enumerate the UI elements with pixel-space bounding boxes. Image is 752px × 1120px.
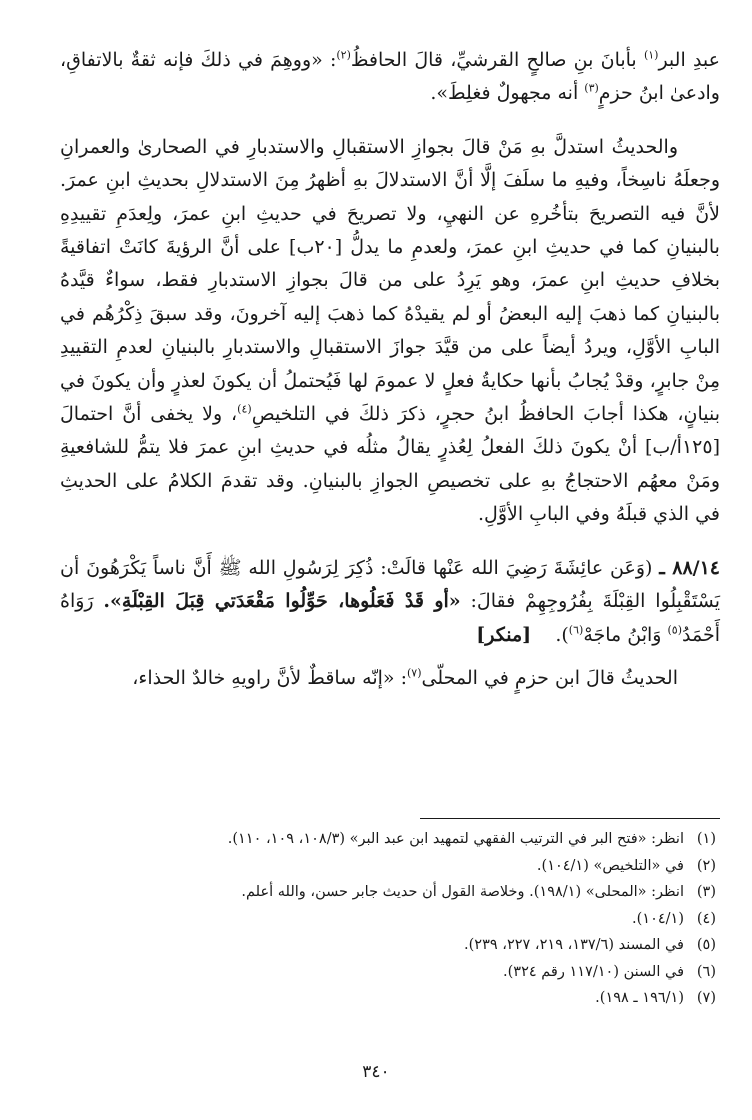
footnote (56, 959, 716, 986)
footnote-text: في السنن (١١٧/١٠ رقم ٣٢٤). (503, 963, 684, 980)
footnote-text: (١٩٦/١ ـ ١٩٨). (595, 990, 684, 1006)
footnote-ref: (٧) (406, 666, 422, 680)
footnote-ref: (٤) (237, 402, 252, 416)
text-run: وَابْنُ ماجَهْ (583, 623, 668, 646)
paragraph-3 (60, 662, 720, 695)
footnote (56, 932, 716, 959)
footnote-ref: (٥) (667, 623, 683, 637)
footnote (56, 985, 716, 1012)
text-run: بأبانَ بنِ صالحٍ القرشيِّ، قالَ الحافظُ (350, 49, 644, 71)
hadith-paragraph (60, 552, 720, 652)
text-run: : «إنّه ساقطٌ لأنَّ راويهِ خالدٌ الحذاء، (132, 666, 407, 689)
footnote-text: انظر: «فتح البر في الترتيب الفقهي لتمهيد ابن عبد البر» (١٠٨/٣، ١٠٩، ١١٠). (227, 831, 684, 847)
text-run: ، ولا يخفى أنَّ احتمالَ [١٢٥أ/ب] أنْ يكونَ ذلكَ الفعلُ لِعُذرٍ يقالُ مثلُه في حديثِ ابنِ عمرَ فلا يتمُّ للشافعيةِ ومَنْ معهُم الاحتجاجُ بهِ على تخصيصِ الجوازِ بالبنيانِ. وقد تقدمَ الكلامُ على الحديثِ في الذي قبلَهُ وفي البابِ الأوَّلِ. (60, 403, 720, 526)
footnote (56, 906, 716, 933)
footnote-ref: (٢) (336, 48, 351, 62)
text-run: أنه مجهولٌ فغلِطَ». (430, 82, 585, 105)
paragraph-2 (60, 131, 720, 532)
footnote-number: (٥) (696, 937, 716, 953)
footnote-text: في «التلخيص» (١٠٤/١). (536, 857, 684, 874)
footnote-ref: (٦) (568, 623, 584, 637)
footnote-text: في المسند (١٣٧/٦، ٢١٩، ٢٢٧، ٢٣٩). (464, 937, 684, 953)
main-text (60, 44, 720, 715)
footnote (56, 853, 716, 880)
text-run: والحديثُ استدلَّ بهِ مَنْ قالَ بجوازِ الاستقبالِ والاستدبارِ في الصحارىٰ والعمرانِ وجعلَهُ ناسِخاً، وفيهِ ما سلَفَ إلَّا أنَّ الاستدلالَ بهِ أظهرُ مِنَ الاستدلالِ بحديثِ ابنِ عمرَ. لأنَّ فيه التصريحَ بتأخُرهِ عن النهيِ، ولا تصريحَ في حديثِ ابنِ عمرَ، ولِعدَمِ تقييدِهِ بالبنيانِ كما في حديثِ ابنِ عمرَ، ولعدمِ ما يدلُّ [٢٠ب] على أنَّ الرؤيةَ كانَتْ اتفاقيةً بخلافِ حديثِ ابنِ عمرَ، وهو يَرِدُ على من قالَ بجوازِ الاستدبارِ فقط، سواءٌ قيَّدهُ بالبنيانِ كما ذهبَ إليه البعضُ أو لم يقيدْهُ كما ذهبَ إليه آخرونَ، وقد سبقَ ذِكْرُهُم في البابِ الأوَّلِ، ويردُ أيضاً على من قيَّدَ جوازَ الاستقبالِ والاستدبارِ بالبنيانِ لعدمِ التقييدِ مِنْ جابرٍ، وقدْ يُجابُ بأنها حكايةُ فعلٍ لا عمومَ لها فَيُحتملُ أن يكونَ لعذرٍ وأن يكونَ في بنيانٍ، هكذا أجابَ الحافظُ ابنُ حجرٍ، ذكرَ ذلكَ في التلخيصِ (60, 135, 720, 426)
hadith-text: (وَعَن عائِشَةَ رَضِيَ الله عَنْها قالَتْ: ذُكِرَ لِرَسُولِ الله ﷺ أَنَّ ناساً يَكْرَهُونَ أن يَسْتَقْبِلُوا القِبْلَةَ بِفُرُوجِهِمْ فقالَ: (60, 556, 720, 613)
footnote-text: (١٠٤/١). (632, 910, 684, 927)
footnote-number: (٦) (696, 963, 716, 980)
hadith-quote: «أو قَدْ فَعَلُوها، حَوِّلُوا مَقْعَدَتي قِبَلَ القِبْلَةِ». (103, 590, 461, 613)
hadith-number: ٨٨/١٤ ـ (659, 556, 720, 579)
footnote-ref: (١) (643, 48, 659, 62)
page-number: ٣٤٠ (362, 1062, 390, 1082)
paragraph-1 (60, 44, 720, 111)
footnote-ref: (٣) (584, 82, 599, 96)
footnote-number: (٣) (696, 884, 716, 900)
footnotes (56, 826, 716, 1012)
footnote-number: (٤) (696, 910, 716, 927)
footnote (56, 879, 716, 906)
text-run: عبدِ البر (658, 49, 720, 71)
text-run: رَوَاهُ أَحْمَدُ (60, 590, 720, 646)
footnote-number: (١) (696, 831, 716, 847)
footnote-number: (٢) (696, 857, 716, 874)
text-run: الحديثُ قالَ ابن حزمٍ في المحلّى (421, 666, 678, 689)
footnote-text: انظر: «المحلى» (١٩٨/١). وخلاصة القول أن حديث جابر حسن، والله أعلم. (241, 884, 684, 900)
text-run: ). (555, 623, 569, 646)
text-run: : «ووهِمَ في ذلكَ فإنه ثقةٌ بالاتفاقِ، وادعىٰ ابنُ حزمٍ (60, 49, 720, 105)
footnote (56, 826, 716, 853)
hadith-grade: [منكر] (476, 623, 532, 646)
footnote-divider (420, 818, 720, 819)
footnote-number: (٧) (696, 990, 716, 1006)
